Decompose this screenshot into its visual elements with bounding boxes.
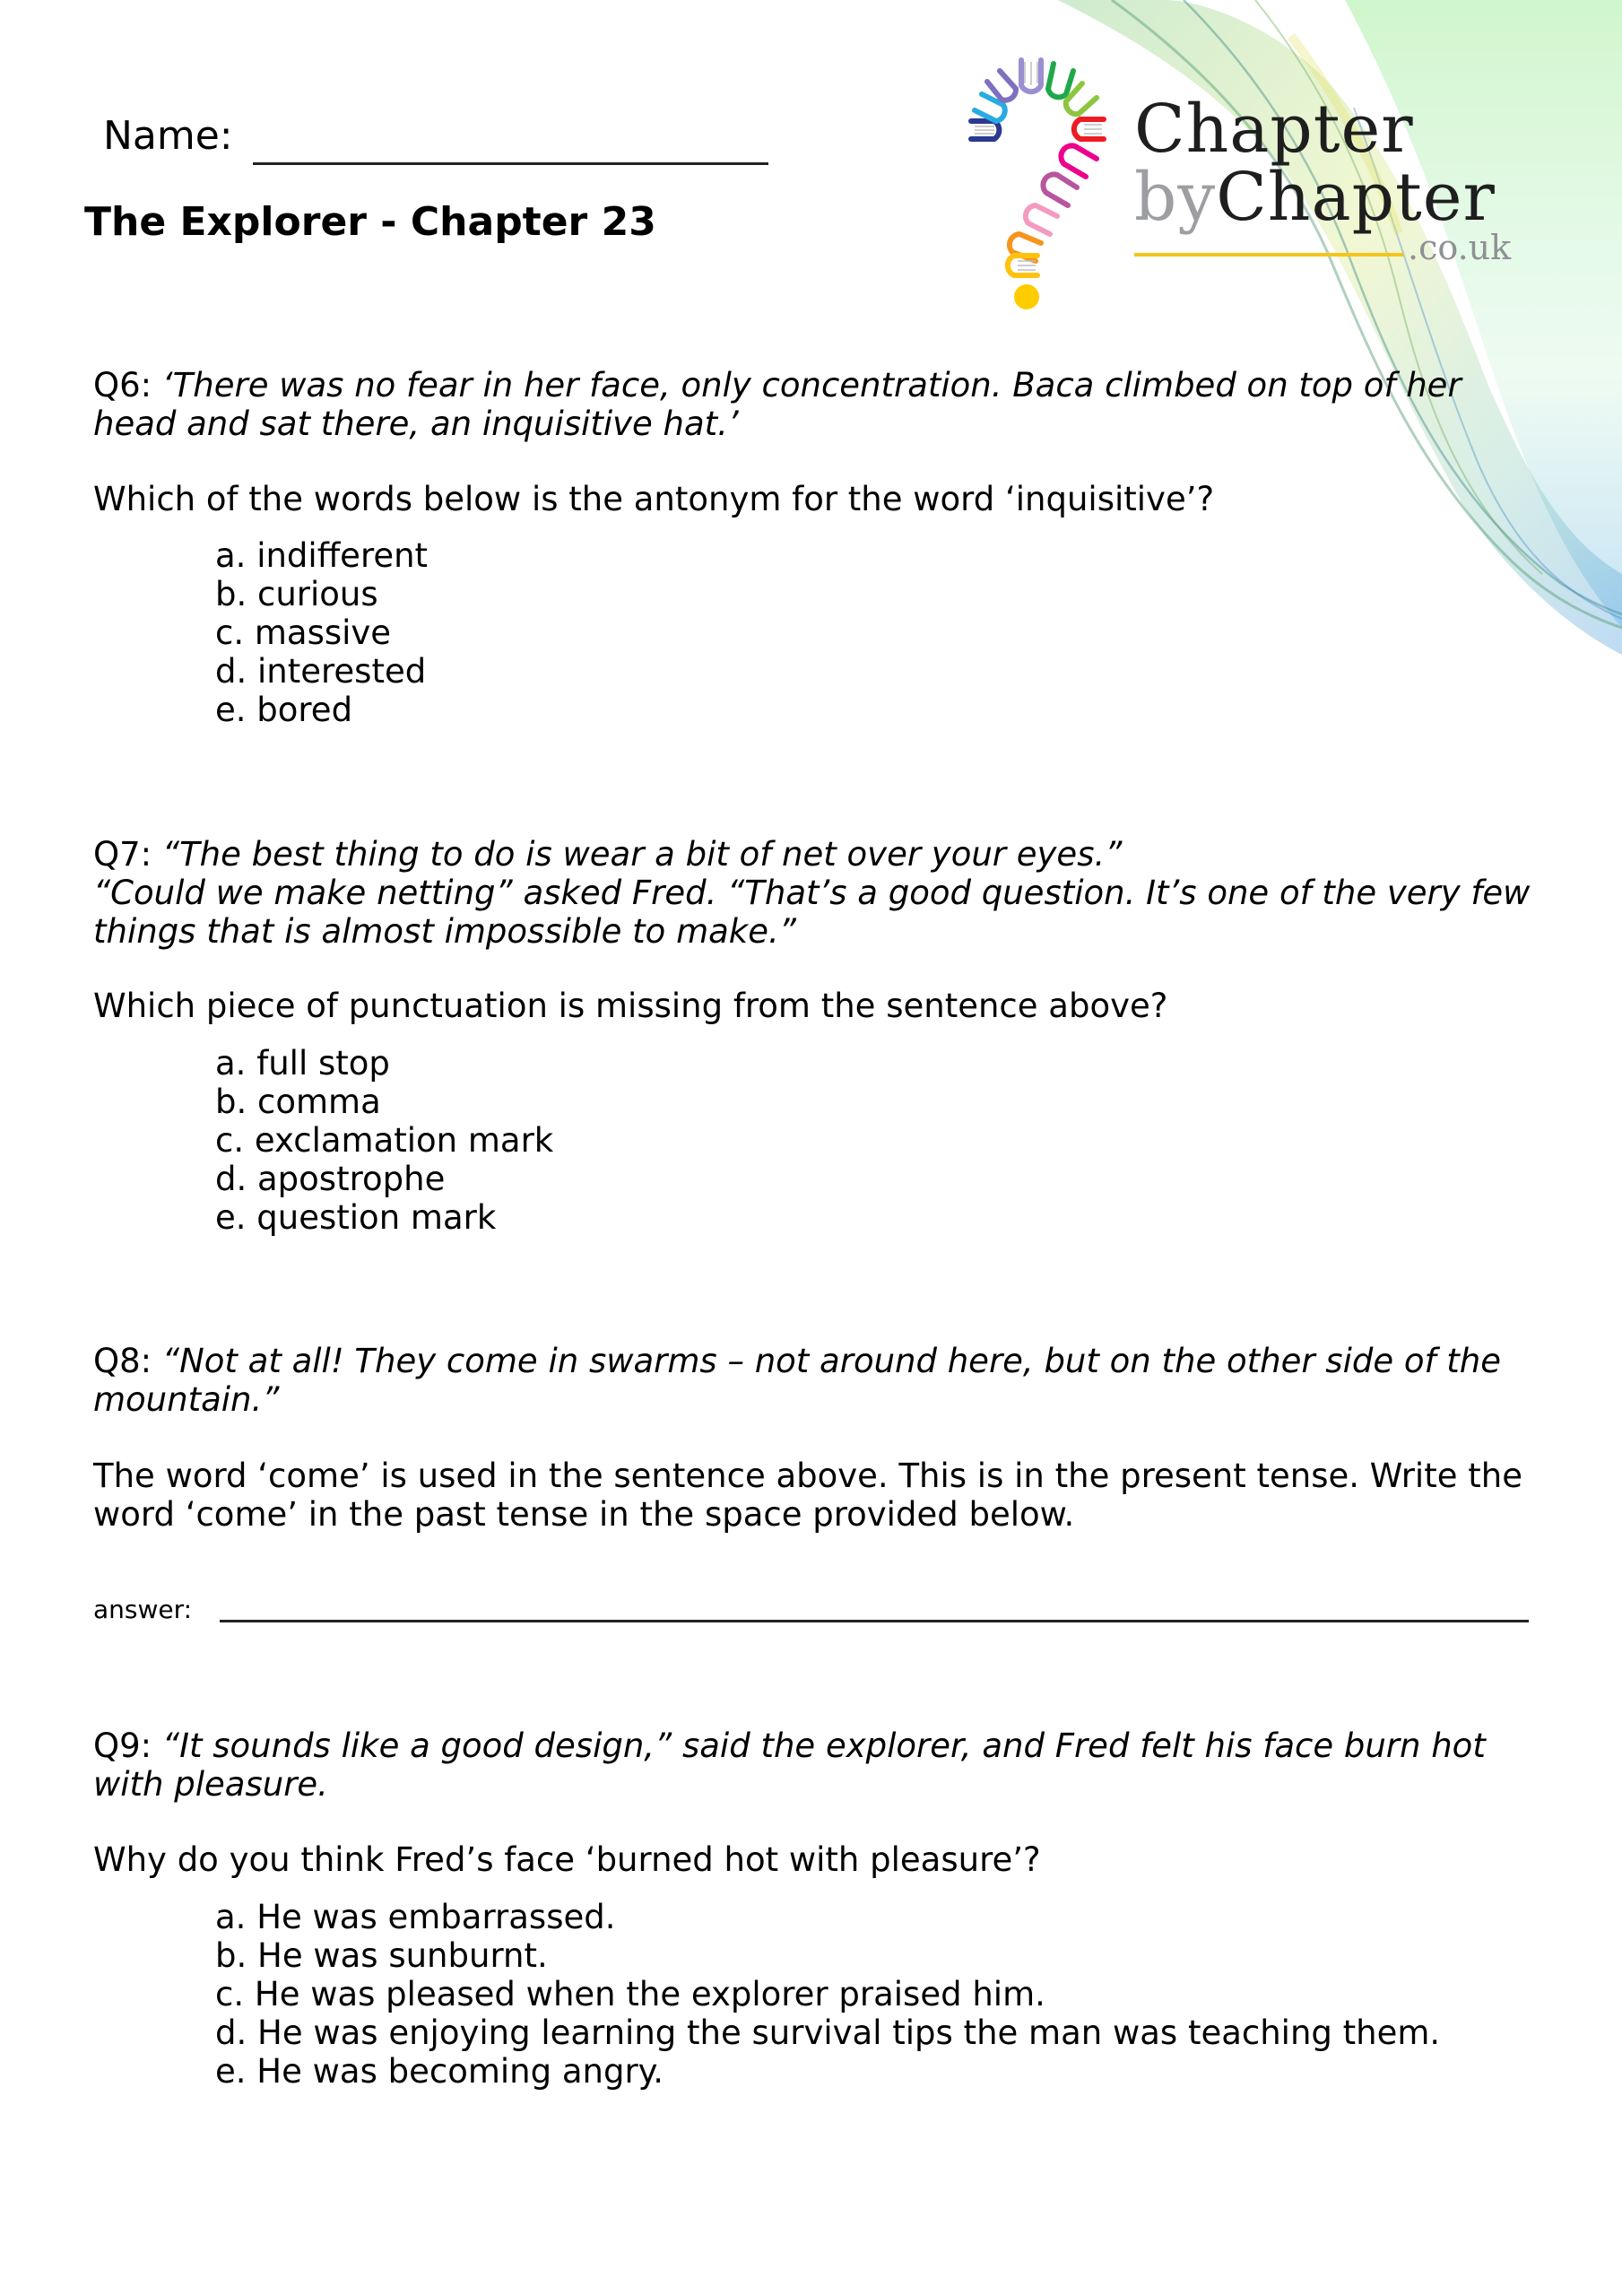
question-9-quote <box>93 1726 1546 1804</box>
question-8-prompt: The word ‘come’ is used in the sentence above. This is in the present tense. Write the word ‘come’ in the past tense in the space provided below. <box>93 1457 1522 1534</box>
brand-by: by <box>1134 159 1217 236</box>
option-a[interactable]: a. indifferent <box>215 536 429 575</box>
quote-text: “It sounds like a good design,” said the explorer, and Fred felt his face burn hot with pleasure. <box>93 1726 1486 1804</box>
option-d[interactable]: d. He was enjoying learning the survival tips the man was teaching them. <box>215 2013 1441 2052</box>
question-9-options <box>215 1898 1440 2091</box>
name-input-line[interactable] <box>253 162 768 165</box>
option-e[interactable]: e. bored <box>215 691 353 729</box>
answer-input-line[interactable] <box>220 1620 1529 1622</box>
question-label: Q8: <box>93 1342 152 1380</box>
chapter-by-chapter-logo <box>964 49 1538 318</box>
brand-domain: .co.uk <box>1408 228 1512 267</box>
quote-line-2: “Could we make netting” asked Fred. “That’s a good question. It’s one of the very few things that is almost impossible to make.” <box>93 874 1531 951</box>
question-7-options <box>215 1044 553 1237</box>
option-a[interactable]: a. full stop <box>215 1044 390 1083</box>
brand-name-line1: Chapter <box>1134 91 1414 168</box>
brand-chapter: Chapter <box>1216 159 1496 236</box>
option-d[interactable]: d. interested <box>215 652 427 691</box>
quote-text: “Not at all! They come in swarms – not around here, but on the other side of the mountain.” <box>93 1342 1502 1419</box>
question-7-prompt: Which piece of punctuation is missing from the sentence above? <box>93 987 1168 1025</box>
question-6-quote <box>93 366 1546 443</box>
question-label: Q7: <box>93 835 152 874</box>
question-label: Q6: <box>93 366 152 404</box>
question-8-quote <box>93 1342 1546 1419</box>
name-label: Name: <box>103 113 233 159</box>
quote-line-1: “The best thing to do is wear a bit of net over your eyes.” <box>161 835 1123 874</box>
option-c[interactable]: c. exclamation mark <box>215 1121 554 1160</box>
brand-name-line2 <box>1134 159 1496 236</box>
option-c[interactable]: c. massive <box>215 613 392 652</box>
quote-text: ‘There was no fear in her face, only concentration. Baca climbed on top of her head and sat there, an inquisitive hat.’ <box>93 366 1462 443</box>
question-9-prompt: Why do you think Fred’s face ‘burned hot with pleasure’? <box>93 1840 1041 1879</box>
option-a[interactable]: a. He was embarrassed. <box>215 1898 616 1936</box>
option-b[interactable]: b. curious <box>215 575 378 613</box>
question-mark-of-books-icon <box>964 49 1125 309</box>
option-e[interactable]: e. question mark <box>215 1198 497 1237</box>
option-d[interactable]: d. apostrophe <box>215 1160 446 1198</box>
worksheet-title: The Explorer - Chapter 23 <box>84 199 656 245</box>
option-e[interactable]: e. He was becoming angry. <box>215 2052 664 2091</box>
question-mark-dot <box>1014 284 1039 309</box>
option-b[interactable]: b. He was sunburnt. <box>215 1936 548 1975</box>
brand-underline <box>1134 253 1403 257</box>
question-7-quote <box>93 835 1546 951</box>
question-6-options <box>215 536 428 729</box>
question-label: Q9: <box>93 1726 152 1765</box>
question-6-prompt: Which of the words below is the antonym for the word ‘inquisitive’? <box>93 480 1215 518</box>
option-b[interactable]: b. comma <box>215 1083 381 1121</box>
answer-label: answer: <box>93 1595 193 1624</box>
option-c[interactable]: c. He was pleased when the explorer praised him. <box>215 1975 1045 2013</box>
